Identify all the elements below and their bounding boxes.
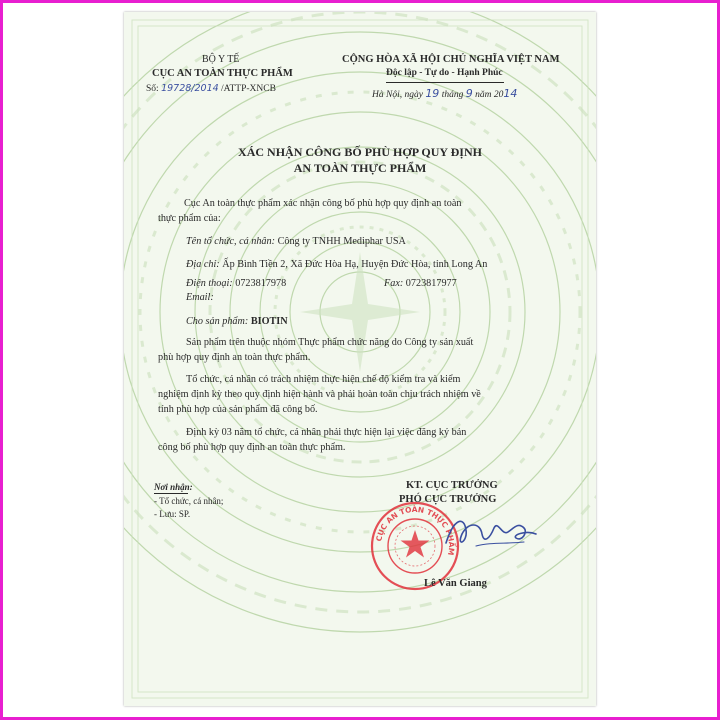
address-row	[186, 257, 487, 273]
signatory-title-1: KT. CỤC TRƯỞNG	[406, 480, 498, 491]
document-title-line2: AN TOÀN THỰC PHẨM	[293, 161, 427, 175]
intro-line1: Cục An toàn thực phẩm xác nhận công bố phù hợp quy định an toàn	[184, 198, 462, 209]
date-year: 14	[503, 87, 518, 100]
fax-row	[384, 276, 457, 292]
certificate-document	[124, 12, 596, 706]
address-value: Ấp Bình Tiền 2, Xã Đức Hòa Hạ, Huyện Đức Hòa, tỉnh Long An	[222, 259, 488, 270]
date-day: 19	[425, 87, 440, 100]
product-value: BIOTIN	[250, 316, 288, 327]
organization-row	[186, 234, 406, 250]
paragraph1-line2: phù hợp quy định an toàn thực phẩm.	[158, 352, 311, 363]
fax-label: Fax:	[384, 278, 404, 289]
fax-value: 0723817977	[405, 278, 457, 289]
product-label: Cho sản phẩm:	[186, 316, 249, 327]
number-prefix: Số:	[146, 84, 159, 94]
org-value: Công ty TNHH Mediphar USA	[277, 236, 406, 247]
address-label: Địa chỉ:	[186, 259, 220, 270]
org-label: Tên tổ chức, cá nhân:	[186, 236, 276, 247]
number-suffix: /ATTP-XNCB	[221, 84, 276, 94]
issue-date: Hà Nội, ngày 19 tháng 9 năm 2014	[372, 87, 518, 100]
phone-label: Điện thoại:	[186, 278, 233, 289]
email-label: Email:	[186, 292, 214, 303]
national-motto: Độc lập - Tự do - Hạnh Phúc	[386, 68, 503, 78]
recipients-label: Nơi nhận:	[154, 482, 193, 492]
paragraph3-line2: công bố phù hợp quy định an toàn thực phẩm.	[158, 442, 346, 453]
number-handwritten: 19728/2014	[161, 83, 219, 94]
seal-text: CỤC AN TOÀN THỰC PHẨM	[374, 504, 457, 557]
intro-line2: thực phẩm của:	[158, 213, 221, 224]
recipient-item-2: - Lưu: SP.	[154, 509, 191, 519]
document-title-line1: XÁC NHẬN CÔNG BỐ PHÙ HỢP QUY ĐỊNH	[238, 145, 482, 159]
signatory-title-2: PHÓ CỤC TRƯỞNG	[399, 494, 497, 505]
recipients-underline	[154, 493, 188, 494]
document-number	[146, 84, 276, 95]
motto-underline	[386, 82, 504, 83]
paragraph1-line1: Sản phẩm trên thuộc nhóm Thực phẩm chức năng do Công ty sản xuất	[186, 337, 474, 348]
handwritten-signature	[436, 508, 546, 558]
paragraph2-line1: Tổ chức, cá nhân có trách nhiệm thực hiện chế độ kiểm tra và kiểm	[186, 374, 461, 385]
phone-value: 0723817978	[235, 278, 287, 289]
product-row	[186, 314, 288, 330]
date-month: 9	[465, 87, 473, 100]
ministry-name: BỘ Y TẾ	[202, 54, 240, 65]
agency-name: CỤC AN TOÀN THỰC PHẨM	[152, 68, 293, 79]
recipient-item-1: - Tổ chức, cá nhân;	[154, 496, 224, 506]
paragraph2-line3: tính phù hợp của sản phẩm đã công bố.	[158, 404, 318, 415]
paragraph2-line2: nghiệm định kỳ theo quy định hiện hành và phải hoàn toàn chịu trách nhiệm về	[158, 389, 481, 400]
signer-name: Lê Văn Giang	[424, 578, 487, 589]
paragraph3-line1: Định kỳ 03 năm tổ chức, cá nhân phải thực hiện lại việc đăng ký bản	[186, 427, 467, 438]
republic-title: CỘNG HÒA XÃ HỘI CHỦ NGHĨA VIỆT NAM	[342, 54, 560, 65]
